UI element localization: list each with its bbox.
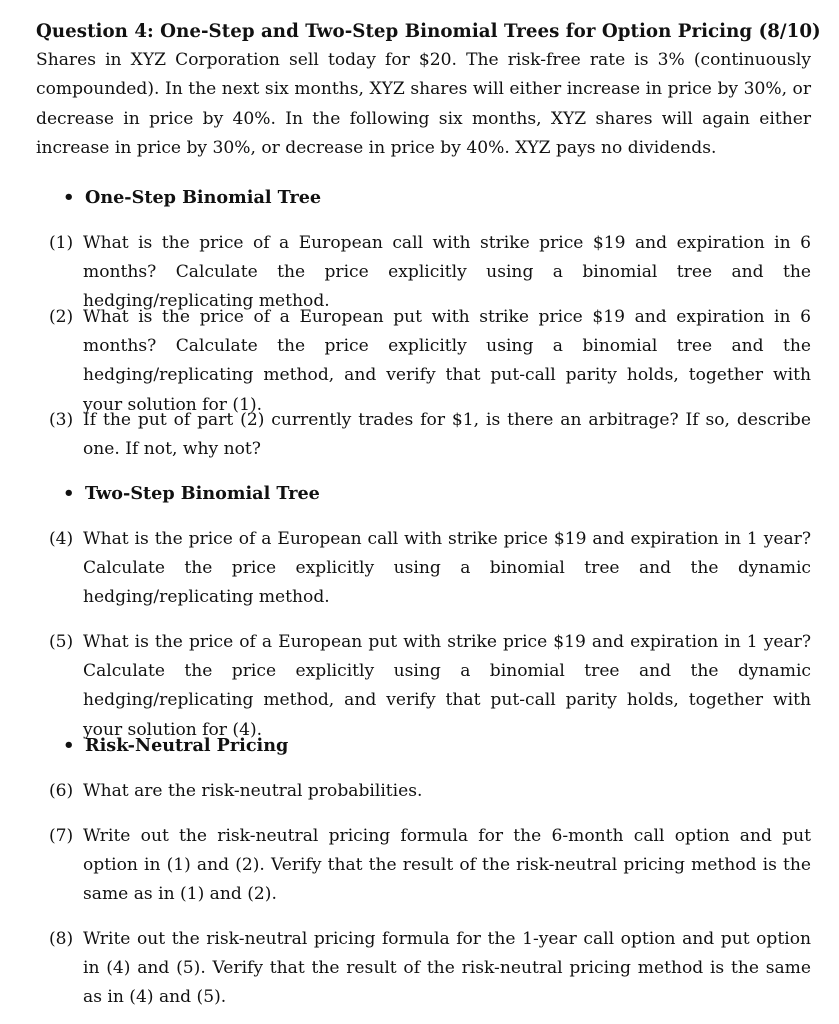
- item-number: (8): [49, 929, 74, 949]
- item-text: What is the price of a European call with strike price $19 and expiration in 1 year? Calculate the price explicitly using a binomial tree and the dynamic hedging/replicating method.: [83, 529, 811, 608]
- bullet-icon: •: [63, 483, 75, 504]
- question-item-2: [49, 303, 815, 420]
- item-number: (3): [49, 410, 74, 430]
- question-item-5: [49, 628, 815, 745]
- item-text: What is the price of a European call with strike price $19 and expiration in 6 months? Calculate the price explicitly using a binomial tree and the hedging/replicating method.: [83, 233, 811, 312]
- section-heading-label: Two-Step Binomial Tree: [85, 483, 320, 504]
- question-item-6: [49, 777, 815, 806]
- question-item-7: [49, 822, 815, 910]
- item-text: If the put of part (2) currently trades for $1, is there an arbitrage? If so, describe one. If not, why not?: [83, 410, 811, 460]
- question-item-8: [49, 925, 815, 1013]
- bullet-icon: •: [63, 187, 75, 208]
- item-text: Write out the risk-neutral pricing formula for the 1-year call option and put option in (4) and (5). Verify that the result of the risk-neutral pricing method is the same as in (4) and (5).: [83, 929, 811, 1008]
- item-number: (1): [49, 233, 74, 253]
- question-title: Question 4: One-Step and Two-Step Binomial Trees for Option Pricing (8/10): [36, 21, 821, 42]
- item-number: (2): [49, 307, 74, 327]
- question-item-4: [49, 525, 815, 613]
- section-heading-label: Risk-Neutral Pricing: [85, 735, 289, 756]
- item-text: Write out the risk-neutral pricing formula for the 6-month call option and put option in (1) and (2). Verify that the result of the risk-neutral pricing method is the same as in (1) and (2).: [83, 826, 811, 905]
- item-text: What is the price of a European put with strike price $19 and expiration in 6 months? Calculate the price explicitly using a binomial tree and the hedging/replicating method, and verify that put-call parity holds, together with your solution for (1).: [83, 307, 811, 415]
- item-number: (6): [49, 781, 74, 801]
- section-heading-label: One-Step Binomial Tree: [85, 187, 322, 208]
- item-text: What is the price of a European put with strike price $19 and expiration in 1 year? Calculate the price explicitly using a binomial tree and the dynamic hedging/replicating method, and verify that put-call parity holds, together with your solution for (4).: [83, 632, 811, 740]
- question-intro: Shares in XYZ Corporation sell today for $20. The risk-free rate is 3% (continuously compounded). In the next six months, XYZ shares will either increase in price by 30%, or decrease in price by 40%. In the following six months, XYZ shares will again either increase in price by 30%, or decrease in price by 40%. XYZ pays no dividends.: [36, 50, 811, 158]
- item-number: (5): [49, 632, 74, 652]
- item-text: What are the risk-neutral probabilities.: [83, 781, 423, 801]
- item-number: (4): [49, 529, 74, 549]
- question-item-3: [49, 406, 815, 464]
- bullet-icon: •: [63, 735, 75, 756]
- item-number: (7): [49, 826, 74, 846]
